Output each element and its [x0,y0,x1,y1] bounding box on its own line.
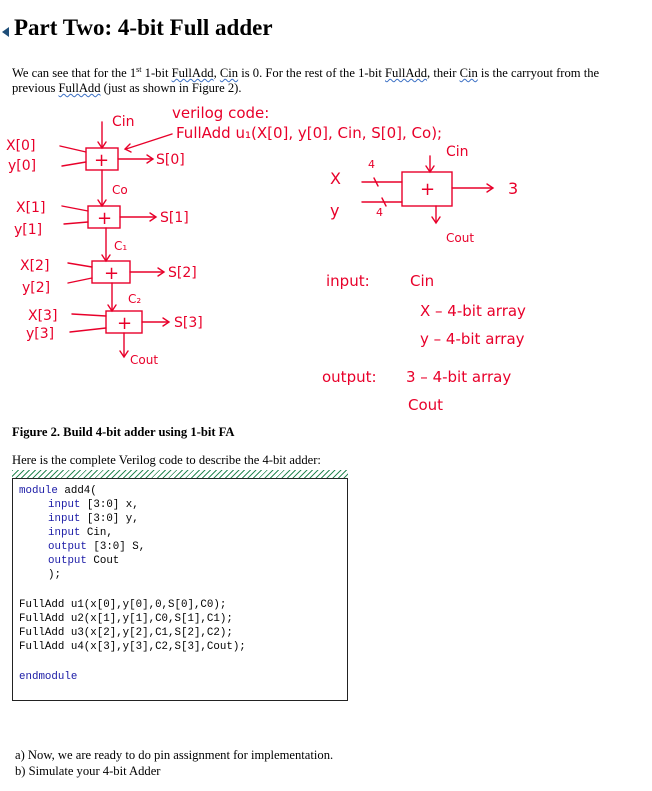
code-line-close-paren: ); [48,569,61,581]
x2-label: X[2] [20,258,50,274]
code-line-inst-u2: FullAdd u2(x[1],y[1],C0,S[1],C1); [19,613,233,625]
adder-plus-1: + [94,150,110,171]
code-line-input-x: input [3:0] x, [48,499,139,511]
intro-paragraph: We can see that for the 1st 1-bit FullAdd, Cin is 0. For the rest of the 1-bit FullAdd, their Cin is the carryout from the previous FullAdd (just as shown in Figure 2). [12,65,600,96]
code-line-inst-u1: FullAdd u1(x[0],y[0],0,S[0],C0); [19,599,227,611]
fulladd-instantiation-note: FullAdd u₁(X[0], y[0], Cin, S[0], Co); [176,124,443,142]
code-line-inst-u3: FullAdd u3(x[2],y[2],C1,S[2],C2); [19,627,233,639]
right-y-label: y [330,201,340,220]
s0-label: S[0] [156,152,185,168]
input-cin: Cin [410,272,435,290]
right-output-label: 3 [508,179,519,198]
code-line-output-s: output [3:0] S, [48,541,146,553]
output-cout: Cout [408,396,444,414]
x1-label: X[1] [16,200,46,216]
output-heading: output: [322,368,377,386]
cout-left-label: Cout [130,353,159,367]
bus-width-bottom: 4 [376,206,383,219]
code-block [12,478,348,701]
c1-label: C₁ [114,239,128,253]
page-title: Part Two: 4-bit Full adder [14,15,273,40]
figure-caption: Figure 2. Build 4-bit adder using 1-bit FA [12,425,235,439]
code-line-input-y: input [3:0] y, [48,513,139,525]
adder-plus-3: + [104,263,120,284]
y1-label: y[1] [14,222,43,238]
right-cout-label: Cout [446,231,475,245]
adder-plus-2: + [97,208,113,229]
y2-label: y[2] [22,280,51,296]
input-heading: input: [326,272,370,290]
co-label: Co [112,183,128,197]
right-adder-plus: + [420,179,436,200]
y3-label: y[3] [26,326,55,342]
task-item-b: b) Simulate your 4-bit Adder [15,764,161,778]
code-box-top-border [12,470,348,478]
s2-label: S[2] [168,265,197,281]
x3-label: X[3] [28,308,58,324]
cin-top-label: Cin [112,114,135,130]
verilog-code-label: verilog code: [172,104,270,122]
code-line-inst-u4: FullAdd u4(x[3],y[3],C2,S[3],Cout); [19,641,246,653]
s1-label: S[1] [160,210,189,226]
handwritten-diagram [0,100,652,420]
s3-label: S[3] [174,315,203,331]
adder-plus-4: + [117,313,133,334]
x0-label: X[0] [6,138,36,154]
code-line-input-cin: input Cin, [48,527,113,539]
code-line-module: module add4( [19,485,97,497]
code-intro-text: Here is the complete Verilog code to describe the 4-bit adder: [12,453,321,467]
task-item-a: a) Now, we are ready to do pin assignment for implementation. [15,748,334,762]
code-line-endmodule: endmodule [19,671,78,683]
input-x-desc: X – 4-bit array [420,302,526,320]
right-cin-label: Cin [446,144,469,160]
y0-label: y[0] [8,158,37,174]
c2-label: C₂ [128,292,142,306]
code-line-output-cout: output Cout [48,555,120,567]
right-x-label: X [330,169,341,188]
output-s-desc: 3 – 4-bit array [406,368,512,386]
bus-width-top: 4 [368,158,375,171]
input-y-desc: y – 4-bit array [420,330,525,348]
heading-marker-icon [2,27,9,37]
task-list [15,747,333,779]
